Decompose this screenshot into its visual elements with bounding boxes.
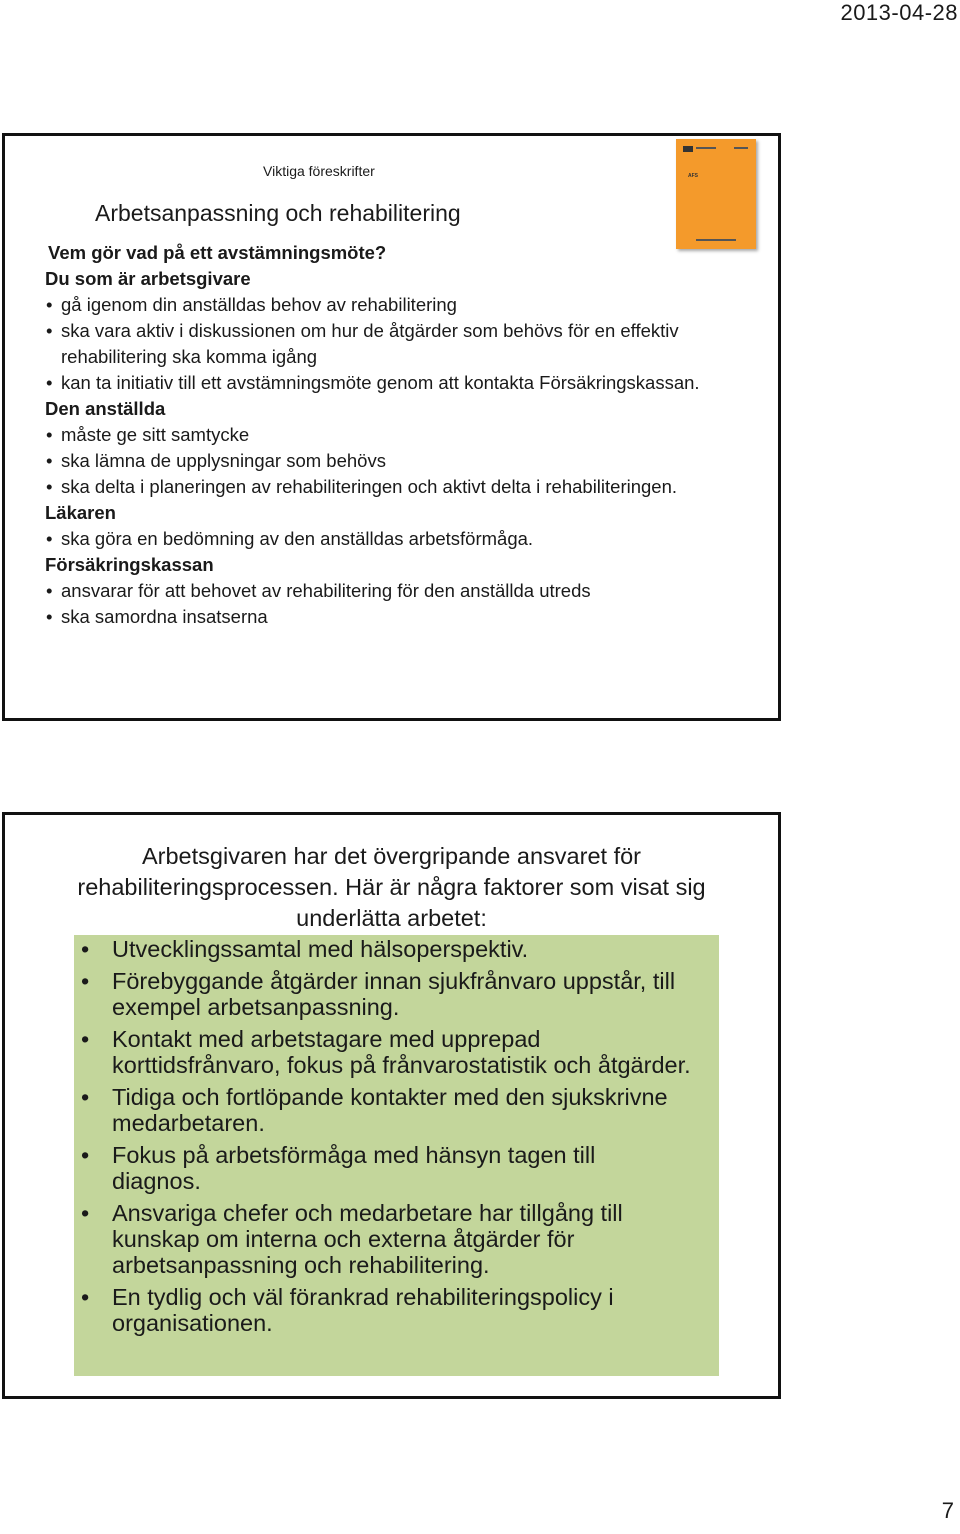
cover-line [734,147,748,149]
factor-line: • Kontakt med arbetstagare med upprepad [112,1026,541,1052]
cover-line [696,239,736,241]
bullet-item: • ska lämna de upplysningar som behövs [45,448,700,474]
section-heading: Försäkringskassan [45,554,214,575]
cover-label: AFS [688,173,698,179]
intro-line: Arbetsgivaren har det övergripande ansvaret för [141,843,641,869]
section-heading: Läkaren [45,502,116,523]
slide-1-heading: Vem gör vad på ett avstämningsmöte? [48,242,387,263]
bullet-text: ska vara aktiv i diskussionen om hur de åtgärder som behövs för en effektiv [61,320,679,341]
factor-line: diagnos. [112,1168,201,1194]
factor-item [81,968,721,1020]
bullet-item: • måste ge sitt samtycke [45,422,700,448]
slide-1-title: Arbetsanpassning och rehabilitering [95,200,461,226]
section-heading: Den anställda [45,398,166,419]
bullet-text-continued: rehabilitering ska komma igång [61,346,318,367]
slide-1 [2,133,781,721]
page-date: 2013-04-28 [840,0,958,25]
slide-2 [2,812,781,1399]
factor-item [81,1084,721,1136]
factor-item [81,1284,721,1336]
factor-line: • Fokus på arbetsförmåga med hänsyn tagen till [112,1142,596,1168]
logo-icon [683,146,693,152]
cover-line [696,147,716,149]
slide-1-small-title: Viktiga föreskrifter [263,163,375,179]
bullet-item: • gå igenom din anställdas behov av rehabilitering [45,292,700,318]
intro-line: rehabiliteringsprocessen. Här är några faktorer som visat sig [77,874,706,900]
intro-line: underlätta arbetet: [296,905,487,931]
factor-line: • Utvecklingssamtal med hälsoperspektiv. [112,936,529,962]
page-number: 7 [941,1498,954,1523]
factor-line: organisationen. [112,1310,273,1336]
factor-line: • En tydlig och väl förankrad rehabiliteringspolicy i [112,1284,614,1310]
bullet-item: • ska samordna insatserna [45,604,700,630]
factor-line: kunskap om interna och externa åtgärder för [112,1226,575,1252]
factor-item [81,1026,721,1078]
factor-item [81,1200,721,1278]
slide-2-intro [5,841,778,934]
factor-item [81,1142,721,1194]
bullet-item: • ska göra en bedömning av den anställdas arbetsförmåga. [45,526,700,552]
bullet-item: • ska delta i planeringen av rehabiliteringen och aktivt delta i rehabiliteringen. [45,474,700,500]
bullet-item [45,318,700,370]
factor-line: • Förebyggande åtgärder innan sjukfrånvaro uppstår, till [112,968,676,994]
afs-booklet-cover-image [676,139,756,249]
factor-line: • Ansvariga chefer och medarbetare har tillgång till [112,1200,623,1226]
factor-line: medarbetaren. [112,1110,265,1136]
factor-line: exempel arbetsanpassning. [112,994,400,1020]
factor-line: arbetsanpassning och rehabilitering. [112,1252,490,1278]
slide-1-body [45,240,700,630]
factor-list [81,936,721,1342]
bullet-item: • kan ta initiativ till ett avstämningsmöte genom att kontakta Försäkringskassan. [45,370,700,396]
factor-item [81,936,721,962]
section-heading: Du som är arbetsgivare [45,268,251,289]
factor-line: • Tidiga och fortlöpande kontakter med den sjukskrivne [112,1084,668,1110]
bullet-item: • ansvarar för att behovet av rehabilitering för den anställda utreds [45,578,700,604]
factor-line: korttidsfrånvaro, fokus på frånvarostatistik och åtgärder. [112,1052,691,1078]
